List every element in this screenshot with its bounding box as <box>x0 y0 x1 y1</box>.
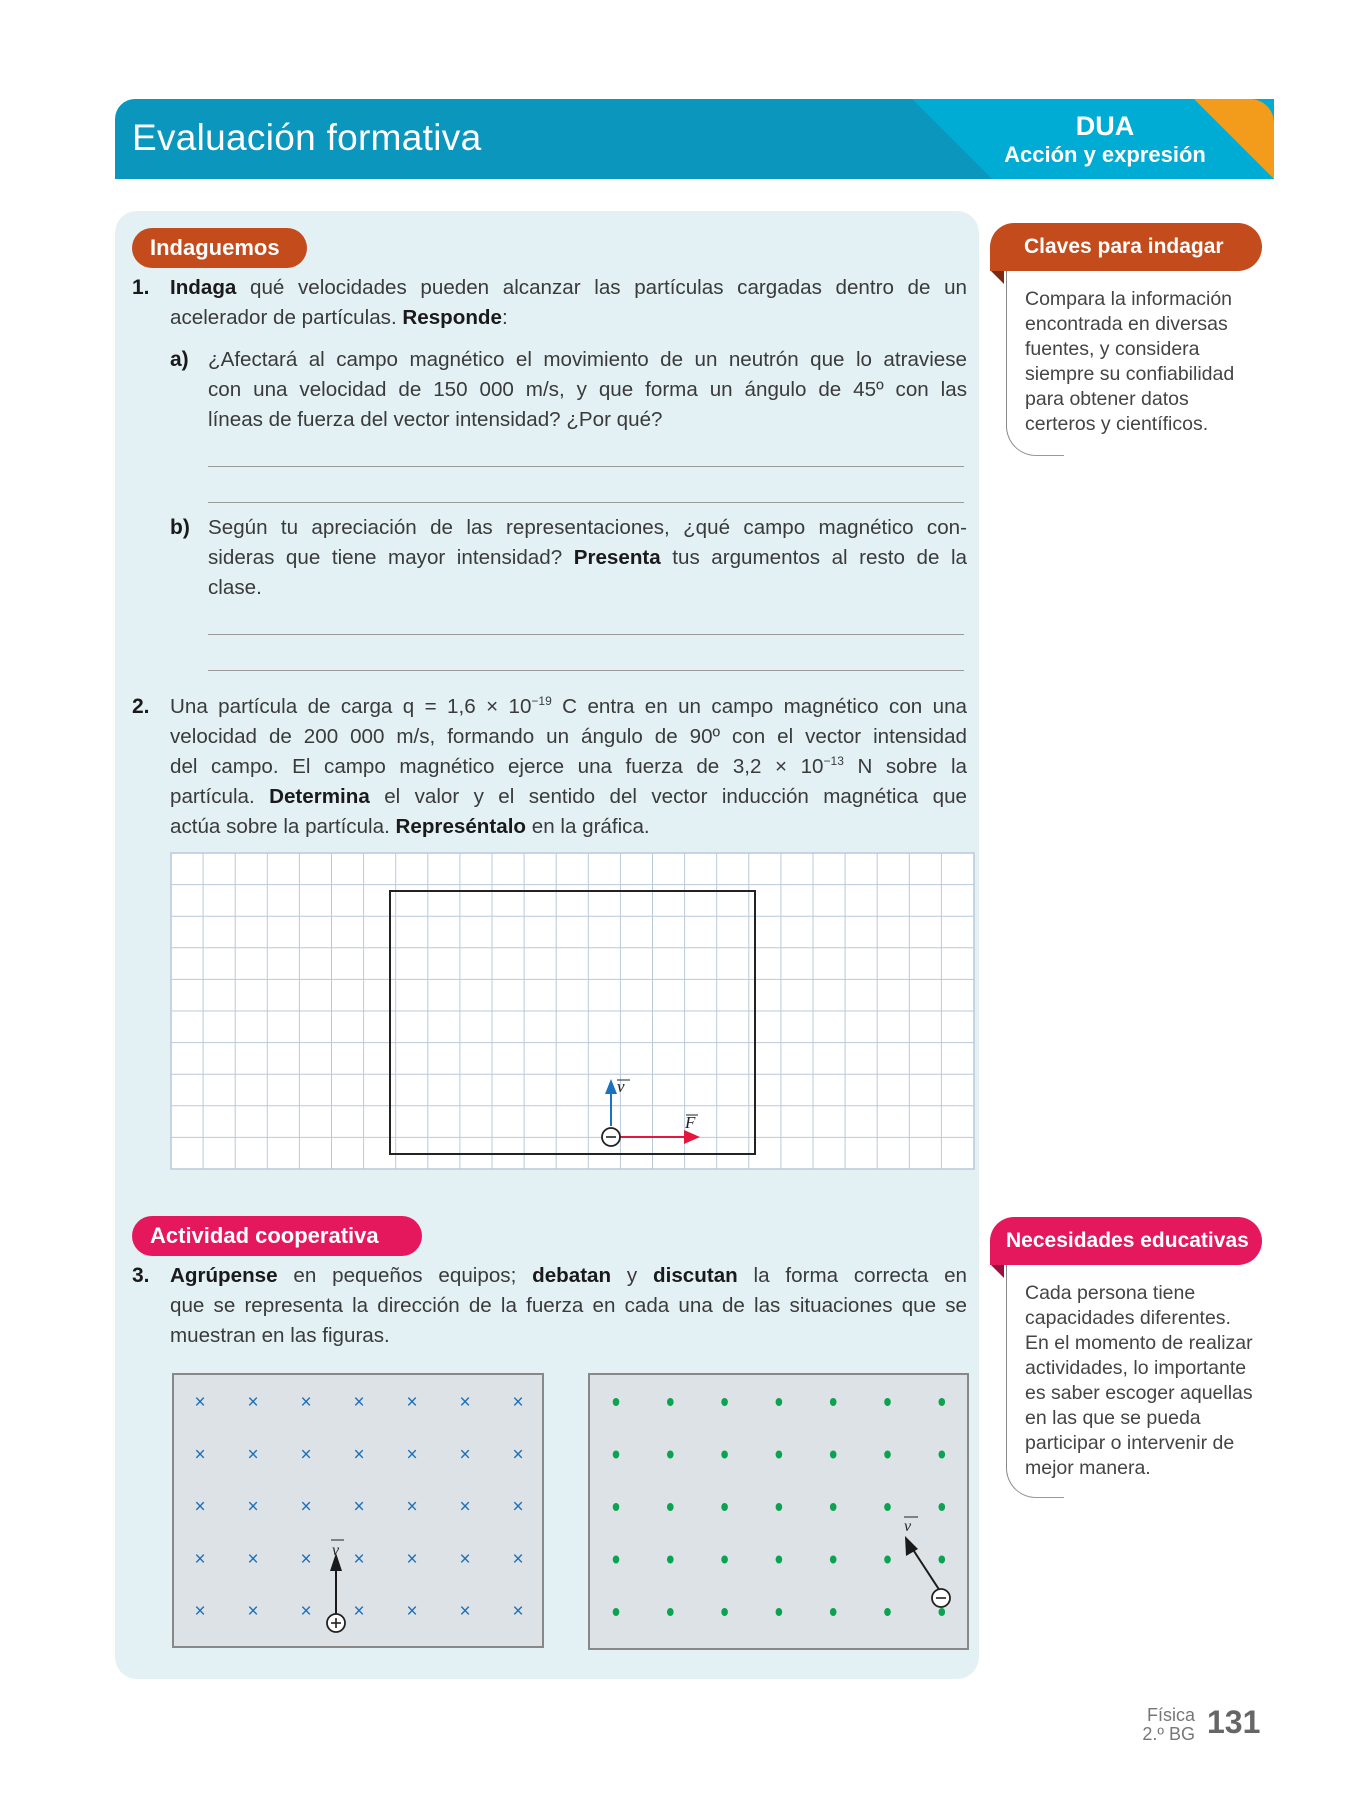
section-header <box>115 99 1274 179</box>
question-number: 1. <box>132 276 150 299</box>
question-text-line <box>208 543 967 573</box>
sidebar-text-line: certeros y científicos. <box>1025 413 1209 435</box>
text: qué velocidades pueden alcanzar las partículas cargadas dentro de un <box>236 276 967 299</box>
sidebar-text-line: actividades, lo importante <box>1025 1357 1247 1379</box>
question-number: 3. <box>132 1264 150 1287</box>
dot-marker <box>667 1608 674 1616</box>
dot-marker <box>721 1451 728 1459</box>
bold-text: Represéntalo <box>395 815 527 838</box>
question-text-line <box>170 1261 967 1291</box>
figure-field-into-page <box>172 1373 544 1649</box>
dot-marker <box>613 1556 620 1564</box>
question-text-line <box>170 812 650 842</box>
question-text-line <box>170 722 967 752</box>
cross-marker: × <box>300 1548 312 1570</box>
answer-line[interactable] <box>208 634 964 635</box>
question-text-line <box>170 692 967 722</box>
text: ¿Afectará al campo magnético el movimiento de un neutrón que lo atraviese <box>208 348 967 371</box>
question-number: a) <box>170 348 189 371</box>
dot-marker <box>776 1503 783 1511</box>
answer-line[interactable] <box>208 466 964 467</box>
dot-marker <box>776 1398 783 1406</box>
question-text-line <box>170 782 967 812</box>
dot-marker <box>939 1451 946 1459</box>
sidebar-text-line: encontrada en diversas <box>1025 313 1228 335</box>
cross-marker: × <box>459 1548 471 1570</box>
cross-marker: × <box>459 1392 471 1413</box>
text: : <box>501 306 508 329</box>
subject-label: Física <box>1146 1705 1195 1725</box>
cross-marker: × <box>300 1601 312 1623</box>
cross-marker: × <box>459 1496 471 1518</box>
dot-marker <box>721 1398 728 1406</box>
cross-marker: × <box>353 1548 365 1570</box>
cross-marker: × <box>459 1444 471 1466</box>
negative-charge-icon <box>932 1589 950 1607</box>
text: en la gráfica. <box>526 815 650 838</box>
text: en pequeños equipos; <box>277 1264 533 1287</box>
sidebar-text-line: En el momento de realizar <box>1025 1332 1253 1354</box>
cross-marker: × <box>406 1496 418 1518</box>
question-text-line <box>170 752 967 782</box>
question-text-line <box>208 345 967 375</box>
cross-marker: × <box>194 1496 206 1518</box>
cross-marker: × <box>300 1496 312 1518</box>
dot-marker <box>776 1556 783 1564</box>
dot-marker <box>613 1608 620 1616</box>
page-title: Evaluación formativa <box>132 117 482 158</box>
cross-marker: × <box>406 1444 418 1466</box>
cross-marker: × <box>353 1392 365 1413</box>
cross-marker: × <box>247 1444 259 1466</box>
dot-marker <box>830 1451 837 1459</box>
sidebar-text-line: fuentes, y considera <box>1025 338 1200 360</box>
cross-marker: × <box>194 1601 206 1623</box>
text: muestran en las figuras. <box>170 1324 390 1347</box>
text: clase. <box>208 576 262 599</box>
question-text-line <box>170 1291 967 1321</box>
bold-text: Presenta <box>573 546 661 569</box>
answer-line[interactable] <box>208 502 964 503</box>
bold-text: Responde <box>402 306 502 329</box>
cross-marker: × <box>512 1601 524 1623</box>
claves-text <box>1025 287 1234 437</box>
question-text-line <box>208 405 663 435</box>
dot-marker <box>884 1398 891 1406</box>
dot-marker <box>721 1556 728 1564</box>
text: tus argumentos al resto de la <box>660 546 967 569</box>
dua-title: DUA <box>1075 111 1135 141</box>
dot-marker <box>884 1503 891 1511</box>
text: acelerador de partículas. <box>170 306 403 329</box>
cross-marker: × <box>353 1444 365 1466</box>
cross-marker: × <box>406 1601 418 1623</box>
dot-marker <box>939 1398 946 1406</box>
badge-fold <box>990 1264 1004 1278</box>
text: Una partícula de carga q = 1,6 × 10 <box>170 695 532 718</box>
text: partícula. <box>170 785 270 808</box>
necesidades-text <box>1025 1281 1253 1481</box>
cross-marker: × <box>512 1548 524 1570</box>
dot-marker <box>667 1398 674 1406</box>
sidebar-text-line: capacidades diferentes. <box>1025 1307 1231 1329</box>
sidebar-text-line: participar o intervenir de <box>1025 1432 1235 1454</box>
superscript: −13 <box>823 754 844 768</box>
text: el valor y el sentido del vector inducción magnética que <box>369 785 967 808</box>
text: Según tu apreciación de las representaciones, ¿qué campo magnético con- <box>208 516 967 539</box>
dua-label <box>985 111 1225 169</box>
bold-text: Determina <box>269 785 370 808</box>
text: C entra en un campo magnético con una <box>551 695 967 718</box>
cross-marker: × <box>194 1444 206 1466</box>
dot-marker <box>667 1503 674 1511</box>
cross-marker: × <box>300 1444 312 1466</box>
dot-marker <box>830 1608 837 1616</box>
dot-marker <box>721 1608 728 1616</box>
sidebar-text-line: Compara la información <box>1025 288 1233 310</box>
text: sideras que tiene mayor intensidad? <box>208 546 574 569</box>
cross-marker: × <box>353 1601 365 1623</box>
sidebar-text-line: es saber escoger aquellas <box>1025 1382 1253 1404</box>
v-label: v <box>617 1077 625 1096</box>
indaguemos-badge: Indaguemos <box>132 228 307 268</box>
badge-fold <box>990 270 1004 284</box>
text: velocidad de 200 000 m/s, formando un ángulo de 90º con el vector intensidad <box>170 725 967 748</box>
dot-marker <box>830 1398 837 1406</box>
question-text-line <box>208 375 967 405</box>
bold-text: debatan <box>532 1264 612 1287</box>
cross-marker: × <box>512 1444 524 1466</box>
grid-graph[interactable] <box>170 852 976 1171</box>
cross-marker: × <box>406 1548 418 1570</box>
question-text-line <box>208 513 967 543</box>
answer-line[interactable] <box>208 670 964 671</box>
grid-lines <box>171 853 974 1169</box>
necesidades-badge: Necesidades educativas <box>990 1217 1262 1265</box>
cooperativa-badge: Actividad cooperativa <box>132 1216 422 1256</box>
dot-marker <box>667 1556 674 1564</box>
question-number: b) <box>170 516 190 539</box>
cross-marker: × <box>406 1392 418 1413</box>
text: y <box>611 1264 654 1287</box>
cross-marker: × <box>247 1548 259 1570</box>
negative-charge-icon <box>602 1128 620 1146</box>
dot-marker <box>939 1608 946 1616</box>
text: del campo. El campo magnético ejerce una fuerza de 3,2 × 10 <box>170 755 824 778</box>
cross-marker: × <box>247 1392 259 1413</box>
dot-marker <box>613 1503 620 1511</box>
bold-text: discutan <box>653 1264 738 1287</box>
sidebar-text-line: siempre su confiabilidad <box>1025 363 1235 385</box>
cross-marker: × <box>300 1392 312 1413</box>
cross-marker: × <box>194 1548 206 1570</box>
sidebar-text-line: Cada persona tiene <box>1025 1282 1196 1304</box>
cross-marker: × <box>459 1601 471 1623</box>
positive-charge-icon <box>327 1614 345 1632</box>
claves-badge: Claves para indagar <box>990 223 1262 271</box>
dot-marker <box>830 1556 837 1564</box>
cross-marker: × <box>194 1392 206 1413</box>
question-text-line <box>170 273 967 303</box>
v-label: v <box>904 1518 912 1535</box>
figure-field-out-of-page <box>588 1373 970 1651</box>
f-label: F <box>685 1113 696 1132</box>
cross-marker: × <box>247 1496 259 1518</box>
v-label: v <box>332 1542 340 1559</box>
sidebar-text-line: mejor manera. <box>1025 1457 1151 1479</box>
cross-marker: × <box>247 1601 259 1623</box>
sidebar-text-line: para obtener datos <box>1025 388 1189 410</box>
dot-marker <box>884 1556 891 1564</box>
dot-marker <box>721 1503 728 1511</box>
dot-marker <box>884 1451 891 1459</box>
question-number: 2. <box>132 695 150 718</box>
dot-marker <box>830 1503 837 1511</box>
sidebar-text-line: en las que se pueda <box>1025 1407 1201 1429</box>
dua-subtitle: Acción y expresión <box>1004 142 1206 167</box>
cross-marker: × <box>353 1496 365 1518</box>
text: con una velocidad de 150 000 m/s, y que forma un ángulo de 45º con las <box>208 378 967 401</box>
question-text-line <box>208 573 262 603</box>
text: N sobre la <box>843 755 967 778</box>
dot-marker <box>613 1398 620 1406</box>
superscript: −19 <box>531 694 552 708</box>
question-text-line <box>170 303 508 333</box>
text: que se representa la dirección de la fuerza en cada una de las situaciones que se <box>170 1294 967 1317</box>
text: líneas de fuerza del vector intensidad? ¿Por qué? <box>208 408 663 431</box>
question-text-line <box>170 1321 390 1351</box>
grade-label: 2.º BG <box>1142 1724 1195 1744</box>
bold-text: Indaga <box>170 276 237 299</box>
dot-marker <box>667 1451 674 1459</box>
dot-marker <box>939 1556 946 1564</box>
dot-marker <box>613 1451 620 1459</box>
text: la forma correcta en <box>737 1264 968 1287</box>
cross-marker: × <box>512 1496 524 1518</box>
dot-marker <box>884 1608 891 1616</box>
page-number: 131 <box>1207 1704 1261 1740</box>
dot-marker <box>939 1503 946 1511</box>
dot-marker <box>776 1451 783 1459</box>
cross-marker: × <box>512 1392 524 1413</box>
footer-info <box>1130 1706 1195 1744</box>
dot-marker <box>776 1608 783 1616</box>
bold-text: Agrúpense <box>170 1264 278 1287</box>
text: actúa sobre la partícula. <box>170 815 396 838</box>
